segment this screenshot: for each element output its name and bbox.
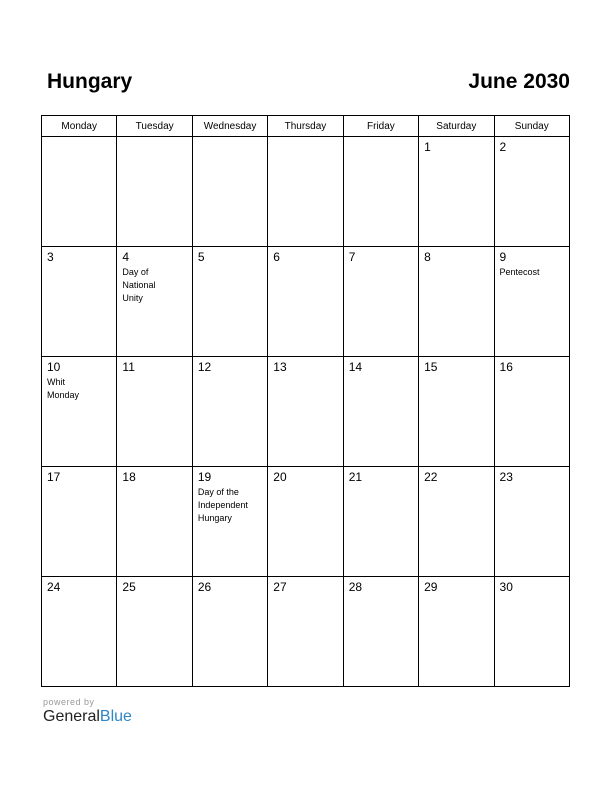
day-number bbox=[344, 137, 418, 140]
day-number: 10 bbox=[47, 360, 61, 374]
day-cell bbox=[192, 357, 267, 467]
day-cell bbox=[343, 357, 418, 467]
week-row bbox=[42, 467, 570, 577]
day-cell bbox=[494, 247, 569, 357]
generalblue-logo bbox=[43, 708, 132, 726]
brand-blue-text: Blue bbox=[99, 708, 132, 725]
day-cell bbox=[117, 577, 192, 687]
calendar-grid bbox=[41, 115, 570, 687]
day-number: 16 bbox=[499, 360, 513, 374]
day-cell bbox=[494, 467, 569, 577]
day-number: 1 bbox=[424, 140, 431, 154]
day-number: 13 bbox=[273, 360, 287, 374]
day-number: 22 bbox=[424, 470, 438, 484]
day-cell bbox=[343, 247, 418, 357]
day-cell bbox=[192, 577, 267, 687]
day-number: 19 bbox=[197, 470, 212, 484]
day-cell bbox=[268, 247, 343, 357]
day-number: 29 bbox=[424, 580, 438, 594]
holiday-label: Pentecost bbox=[499, 267, 540, 277]
month-year-title: June 2030 bbox=[468, 70, 570, 93]
weekday-tuesday: Tuesday bbox=[117, 116, 192, 137]
day-cell bbox=[117, 247, 192, 357]
day-number bbox=[42, 137, 116, 140]
day-number: 8 bbox=[424, 250, 431, 264]
day-cell bbox=[419, 137, 494, 247]
day-cell bbox=[343, 467, 418, 577]
weekday-sunday: Sunday bbox=[494, 116, 569, 137]
day-number: 21 bbox=[348, 470, 363, 484]
day-number bbox=[268, 137, 342, 140]
powered-by-label: powered by bbox=[43, 697, 95, 707]
day-number: 4 bbox=[122, 250, 130, 264]
holiday-label: Whit Monday bbox=[47, 377, 80, 400]
week-row bbox=[42, 577, 570, 687]
day-cell bbox=[117, 357, 192, 467]
day-number: 23 bbox=[499, 470, 513, 484]
day-cell bbox=[419, 577, 494, 687]
day-cell bbox=[494, 137, 569, 247]
weekday-wednesday: Wednesday bbox=[192, 116, 267, 137]
day-number bbox=[193, 137, 267, 140]
day-number: 26 bbox=[197, 580, 212, 594]
week-row bbox=[42, 357, 570, 467]
weekday-monday: Monday bbox=[42, 116, 117, 137]
day-number: 12 bbox=[197, 360, 212, 374]
day-number: 9 bbox=[499, 250, 507, 264]
day-cell bbox=[117, 137, 192, 247]
day-cell bbox=[42, 137, 117, 247]
day-number: 28 bbox=[348, 580, 363, 594]
day-number: 3 bbox=[47, 250, 54, 264]
weekday-header-row bbox=[42, 116, 570, 137]
day-cell bbox=[343, 137, 418, 247]
day-number: 11 bbox=[122, 360, 135, 374]
day-number: 15 bbox=[424, 360, 438, 374]
day-number bbox=[117, 137, 191, 140]
holiday-label: Day of National Unity bbox=[122, 267, 156, 303]
day-cell bbox=[192, 467, 267, 577]
day-cell bbox=[42, 467, 117, 577]
day-cell bbox=[268, 577, 343, 687]
holiday-label: Day of the Independent Hungary bbox=[197, 487, 248, 523]
day-number: 30 bbox=[499, 580, 513, 594]
week-row bbox=[42, 137, 570, 247]
day-number: 5 bbox=[197, 250, 205, 264]
day-number: 24 bbox=[47, 580, 61, 594]
day-cell bbox=[42, 357, 117, 467]
day-number: 6 bbox=[273, 250, 280, 264]
day-cell bbox=[268, 137, 343, 247]
day-cell bbox=[419, 357, 494, 467]
day-cell bbox=[42, 577, 117, 687]
day-cell bbox=[343, 577, 418, 687]
day-cell bbox=[268, 357, 343, 467]
day-cell bbox=[192, 137, 267, 247]
week-row bbox=[42, 247, 570, 357]
day-cell bbox=[419, 467, 494, 577]
day-number: 20 bbox=[273, 470, 287, 484]
day-cell bbox=[42, 247, 117, 357]
brand-general-text: General bbox=[43, 708, 100, 725]
day-number: 14 bbox=[348, 360, 363, 374]
day-cell bbox=[268, 467, 343, 577]
day-cell bbox=[494, 577, 569, 687]
day-number: 25 bbox=[122, 580, 136, 594]
day-cell bbox=[117, 467, 192, 577]
calendar-header bbox=[41, 70, 570, 100]
footer bbox=[43, 697, 132, 726]
day-number: 27 bbox=[273, 580, 287, 594]
day-cell bbox=[419, 247, 494, 357]
day-number: 17 bbox=[47, 470, 61, 484]
day-cell bbox=[494, 357, 569, 467]
day-number: 18 bbox=[122, 470, 136, 484]
weekday-friday: Friday bbox=[343, 116, 418, 137]
day-number: 2 bbox=[499, 140, 507, 154]
country-title: Hungary bbox=[47, 70, 133, 93]
day-number: 7 bbox=[348, 250, 356, 264]
day-cell bbox=[192, 247, 267, 357]
weekday-thursday: Thursday bbox=[268, 116, 343, 137]
weekday-saturday: Saturday bbox=[419, 116, 494, 137]
